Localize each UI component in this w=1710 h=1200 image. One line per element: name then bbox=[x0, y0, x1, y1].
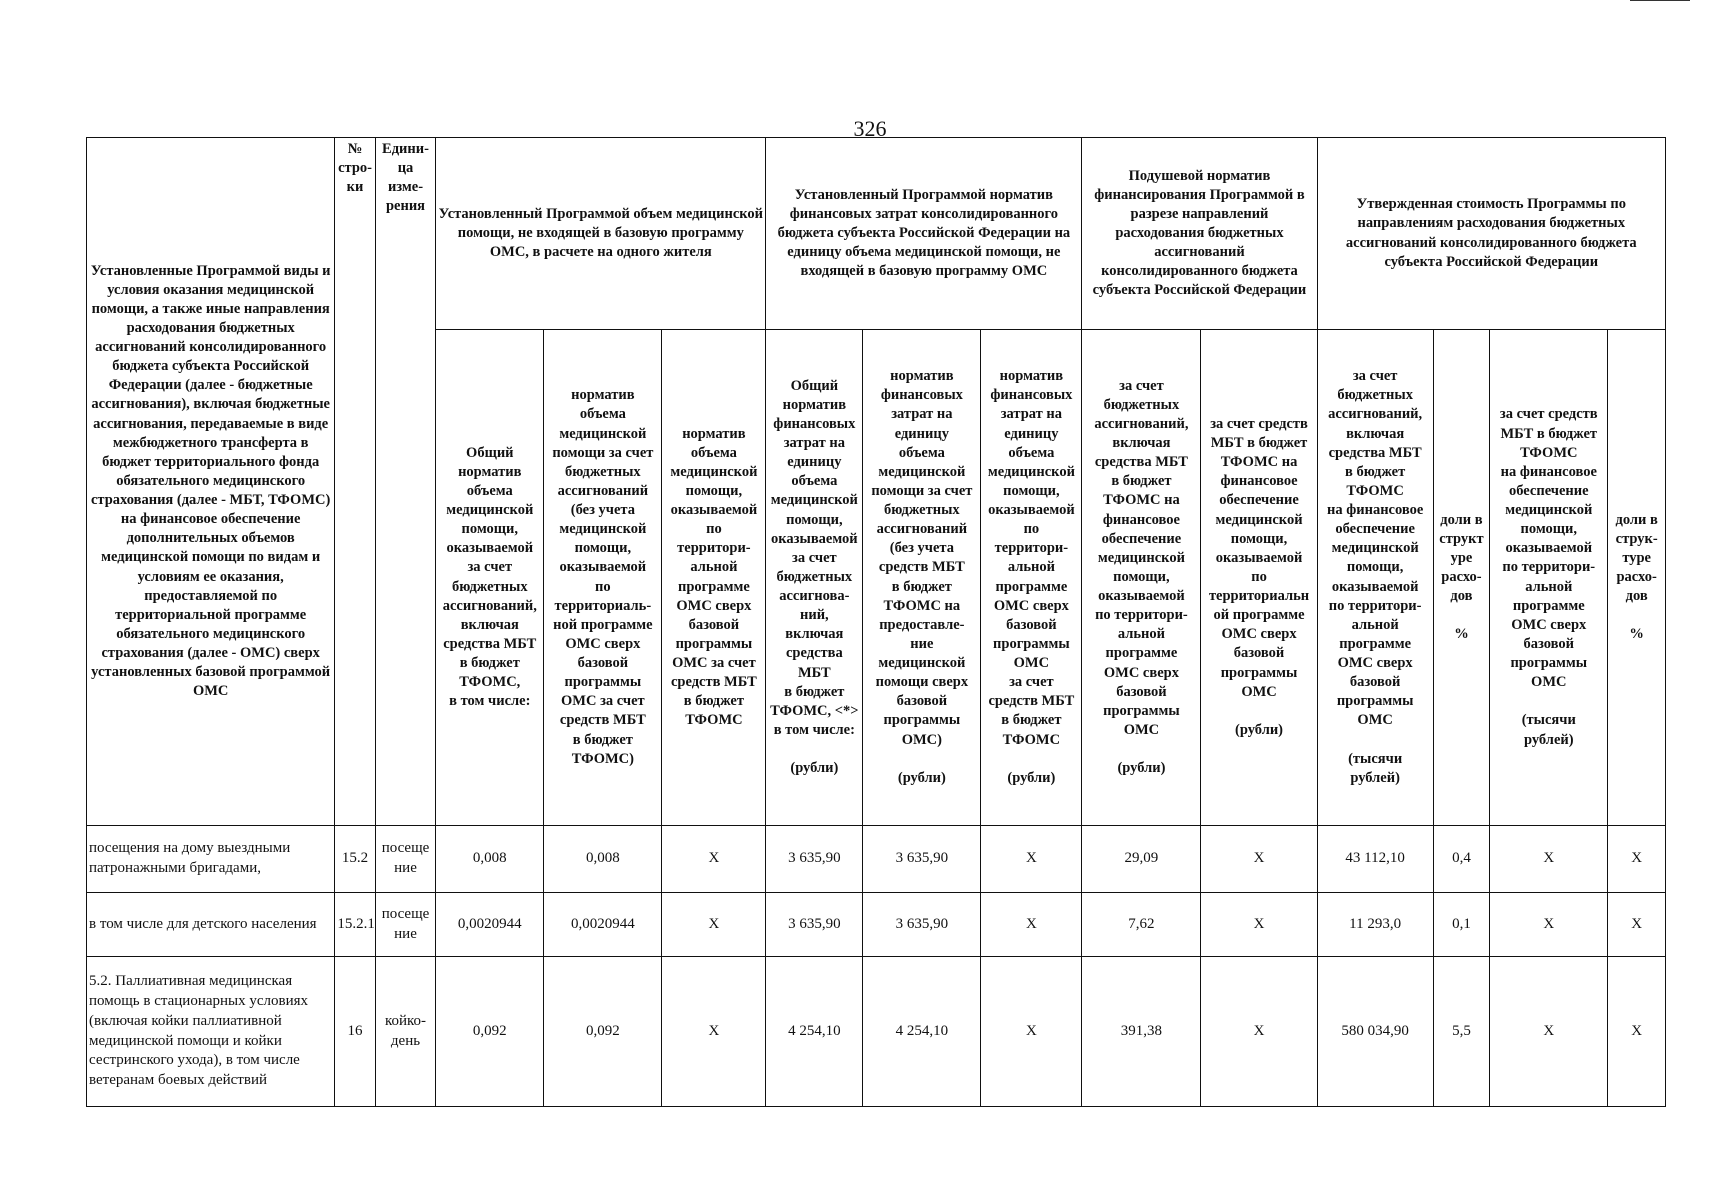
row-label: в том числе для детского населения bbox=[87, 893, 335, 957]
subheader-volume-mbt: норматив объема медицинской помощи, оказываемой по территори- альной программе ОМС сверх базовой программы ОМС за счет средств МБТ в бюджет ТФОМС bbox=[662, 330, 766, 826]
row-label: 5.2. Паллиативная медицинская помощь в стационарных условиях (включая койки паллиативной медицинской помощи и койки сестринского ухода), в том числе ветеранам боевых действий bbox=[87, 957, 335, 1107]
table-row bbox=[87, 957, 1666, 1107]
row-value: 391,38 bbox=[1082, 957, 1201, 1107]
row-value: X bbox=[1201, 826, 1317, 893]
header-col-row-number: № стро- ки bbox=[335, 138, 375, 826]
row-value: X bbox=[662, 957, 766, 1107]
table-row bbox=[87, 826, 1666, 893]
row-value: X bbox=[981, 826, 1082, 893]
row-number: 15.2 bbox=[335, 826, 375, 893]
row-unit: койко- день bbox=[375, 957, 436, 1107]
row-value: 0,092 bbox=[544, 957, 662, 1107]
header-group-per-capita: Подушевой норматив финансирования Программой в разрезе направлений расходования бюджетных ассигнований консолидированного бюджета субъекта Российской Федерации bbox=[1082, 138, 1317, 330]
header-group-cost-norm: Установленный Программой норматив финансовых затрат консолидированного бюджета субъекта Российской Федерации на единицу объема медицинской помощи, не входящей в базовую программу ОМС bbox=[766, 138, 1082, 330]
row-unit: посеще ние bbox=[375, 826, 436, 893]
subheader-per-capita-budget: за счет бюджетных ассигнований, включая средства МБТ в бюджет ТФОМС на финансовое обеспечение медицинской помощи, оказываемой по территори- альной программе ОМС сверх базовой программы ОМС (рубли) bbox=[1082, 330, 1201, 826]
row-value: 4 254,10 bbox=[766, 957, 863, 1107]
row-value: 0,0020944 bbox=[544, 893, 662, 957]
subheader-cost-budget: норматив финансовых затрат на единицу объема медицинской помощи за счет бюджетных ассигнований (без учета средств МБТ в бюджет ТФОМС на предоставле- ние медицинской помощи сверх базовой программы ОМС) (рубли) bbox=[863, 330, 981, 826]
row-value: X bbox=[1490, 826, 1608, 893]
row-value: X bbox=[1608, 826, 1666, 893]
row-value: X bbox=[1201, 957, 1317, 1107]
subheader-volume-budget: норматив объема медицинской помощи за счет бюджетных ассигнований (без учета медицинской помощи, оказываемой по территориаль- ной программе ОМС сверх базовой программы ОМС за счет средств МБТ в бюджет ТФОМС) bbox=[544, 330, 662, 826]
header-group-program-cost: Утвержденная стоимость Программы по направлениям расходования бюджетных ассигнований консолидированного бюджета субъекта Российской Федерации bbox=[1317, 138, 1665, 330]
header-row-1 bbox=[87, 138, 1666, 330]
budget-table bbox=[86, 137, 1666, 1107]
header-group-volume: Установленный Программой объем медицинской помощи, не входящей в базовую программу ОМС, в расчете на одного жителя bbox=[436, 138, 766, 330]
row-number: 15.2.1 bbox=[335, 893, 375, 957]
row-value: 0,008 bbox=[544, 826, 662, 893]
subheader-share-mbt: доли в струк- туре расхо- дов % bbox=[1608, 330, 1666, 826]
row-value: 3 635,90 bbox=[766, 826, 863, 893]
table-row bbox=[87, 893, 1666, 957]
row-value: 29,09 bbox=[1082, 826, 1201, 893]
page-number: 326 bbox=[853, 116, 887, 141]
row-value: X bbox=[1490, 893, 1608, 957]
row-value: X bbox=[662, 893, 766, 957]
header-col-unit: Едини- ца изме- рения bbox=[375, 138, 436, 826]
row-value: X bbox=[1608, 893, 1666, 957]
row-unit: посеще ние bbox=[375, 893, 436, 957]
row-value: 3 635,90 bbox=[766, 893, 863, 957]
row-value: 3 635,90 bbox=[863, 826, 981, 893]
row-value: X bbox=[981, 893, 1082, 957]
row-value: X bbox=[1201, 893, 1317, 957]
row-value: 4 254,10 bbox=[863, 957, 981, 1107]
row-value: 5,5 bbox=[1433, 957, 1490, 1107]
subheader-cost-mbt: норматив финансовых затрат на единицу объема медицинской помощи, оказываемой по территори- альной программе ОМС сверх базовой программы ОМС за счет средств МБТ в бюджет ТФОМС (рубли) bbox=[981, 330, 1082, 826]
row-value: X bbox=[662, 826, 766, 893]
row-value: 580 034,90 bbox=[1317, 957, 1433, 1107]
row-value: 11 293,0 bbox=[1317, 893, 1433, 957]
row-value: 0,0020944 bbox=[436, 893, 544, 957]
row-value: 3 635,90 bbox=[863, 893, 981, 957]
subheader-share-budget: доли в структ уре расхо- дов % bbox=[1433, 330, 1490, 826]
row-value: 0,4 bbox=[1433, 826, 1490, 893]
row-number: 16 bbox=[335, 957, 375, 1107]
corner-mark bbox=[1630, 0, 1690, 1]
row-value: X bbox=[1490, 957, 1608, 1107]
row-value: X bbox=[1608, 957, 1666, 1107]
subheader-cost-budget-thousands: за счет бюджетных ассигнований, включая средства МБТ в бюджет ТФОМС на финансовое обеспечение медицинской помощи, оказываемой по территори- альной программе ОМС сверх базовой программы ОМС (тысячи рублей) bbox=[1317, 330, 1433, 826]
row-label: посещения на дому выездными патронажными бригадами, bbox=[87, 826, 335, 893]
row-value: 7,62 bbox=[1082, 893, 1201, 957]
row-value: 0,008 bbox=[436, 826, 544, 893]
header-col-types: Установленные Программой виды и условия оказания медицинской помощи, а также иные направления расходования бюджетных ассигнований консолидированного бюджета субъекта Российской Федерации (далее - бюджетные ассигнования), включая бюджетные ассигнования, передаваемые в виде межбюджетного трансферта в бюджет территориального фонда обязательного медицинского страхования (далее - МБТ, ТФОМС) на финансовое обеспечение дополнительных объемов медицинской помощи по видам и условиям ее оказания, предоставляемой по территориальной программе обязательного медицинского страхования (далее - ОМС) сверх установленных базовой программой ОМС bbox=[87, 138, 335, 826]
row-value: X bbox=[981, 957, 1082, 1107]
row-value: 43 112,10 bbox=[1317, 826, 1433, 893]
row-value: 0,092 bbox=[436, 957, 544, 1107]
subheader-total-cost: Общий норматив финансовых затрат на единицу объема медицинской помощи, оказываемой за счет бюджетных ассигнова- ний, включая средства МБТ в бюджет ТФОМС, <*> в том числе: (рубли) bbox=[766, 330, 863, 826]
subheader-cost-mbt-thousands: за счет средств МБТ в бюджет ТФОМС на финансовое обеспечение медицинской помощи, оказываемой по территори- альной программе ОМС сверх базовой программы ОМС (тысячи рублей) bbox=[1490, 330, 1608, 826]
subheader-total-volume: Общий норматив объема медицинской помощи, оказываемой за счет бюджетных ассигнований, включая средства МБТ в бюджет ТФОМС, в том числе: bbox=[436, 330, 544, 826]
row-value: 0,1 bbox=[1433, 893, 1490, 957]
subheader-per-capita-mbt: за счет средств МБТ в бюджет ТФОМС на финансовое обеспечение медицинской помощи, оказываемой по территориальн ой программе ОМС сверх базовой программы ОМС (рубли) bbox=[1201, 330, 1317, 826]
